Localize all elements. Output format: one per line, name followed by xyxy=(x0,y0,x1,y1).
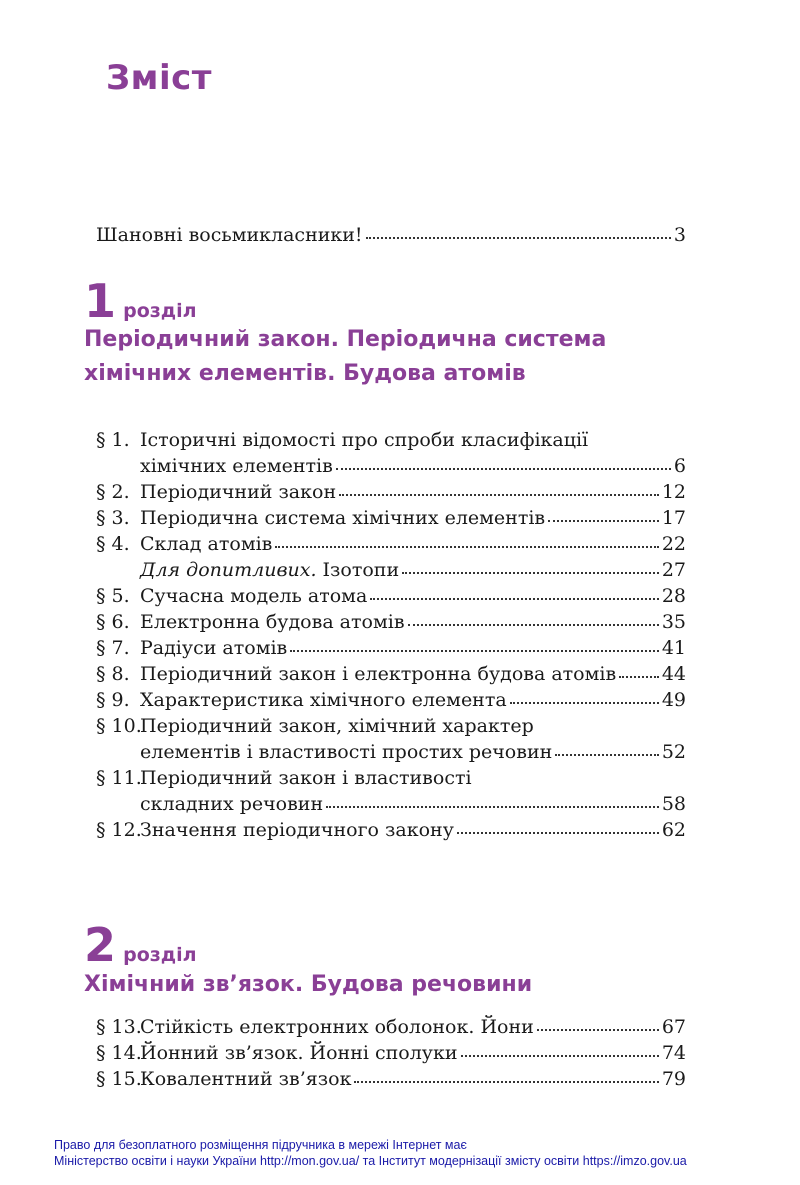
section-heading xyxy=(84,274,197,328)
toc-entry-text: складних речовин xyxy=(140,793,324,815)
toc-entry-number: § 15. xyxy=(96,1068,142,1090)
toc-entry-page: 27 xyxy=(661,559,686,581)
toc-entry-number: § 5. xyxy=(96,585,130,607)
toc-entry-page: 62 xyxy=(661,819,686,841)
toc-entry-text: Ковалентний зв’язок xyxy=(140,1068,352,1090)
toc-entry-text: Стійкість електронних оболонок. Йони xyxy=(140,1016,534,1038)
toc-entry[interactable] xyxy=(96,583,686,609)
toc-entry[interactable] xyxy=(96,1014,686,1040)
dot-leader xyxy=(457,832,659,834)
toc-entry-number: § 14. xyxy=(96,1042,142,1064)
toc-entry-page: 52 xyxy=(661,741,686,763)
dot-leader xyxy=(408,624,659,626)
toc-entry-number: § 11. xyxy=(96,767,142,789)
page-title: Зміст xyxy=(106,58,212,98)
dot-leader xyxy=(354,1081,658,1083)
toc-entry-page: 3 xyxy=(673,224,686,246)
toc-entry-page: 58 xyxy=(661,793,686,815)
dot-leader xyxy=(555,754,659,756)
footer-notice xyxy=(54,1137,687,1169)
toc-entry[interactable] xyxy=(96,531,686,557)
toc-entry-number: § 6. xyxy=(96,611,130,633)
toc-entry[interactable] xyxy=(96,1066,686,1092)
toc-entry-page: 74 xyxy=(661,1042,686,1064)
dot-leader xyxy=(326,806,659,808)
section-title-line: Хімічний зв’язок. Будова речовини xyxy=(84,972,533,997)
toc-entry-text: Склад атомів xyxy=(140,533,273,555)
toc-entry-page: 28 xyxy=(661,585,686,607)
toc-entry-text: хімічних елементів xyxy=(140,455,333,477)
toc-entry-text: Періодичний закон xyxy=(140,481,337,503)
toc-entry[interactable] xyxy=(96,453,686,479)
toc-entry-page: 12 xyxy=(661,481,686,503)
toc-entry-text: Періодичний закон і властивості xyxy=(140,767,472,789)
toc-entry-page: 79 xyxy=(661,1068,686,1090)
toc-entry-intro[interactable] xyxy=(96,222,686,248)
dot-leader xyxy=(290,650,659,652)
toc-entry-number: § 4. xyxy=(96,533,130,555)
toc-entry-number: § 3. xyxy=(96,507,130,529)
section-word: розділ xyxy=(123,944,197,966)
section-title-line: Періодичний закон. Періодична система xyxy=(84,327,607,352)
toc-entry[interactable] xyxy=(96,687,686,713)
toc-entry[interactable] xyxy=(96,791,686,817)
toc-entry-text: Шановні восьмикласники! xyxy=(96,224,363,246)
toc-entry-text: Сучасна модель атома xyxy=(140,585,368,607)
toc-entry-number: § 13. xyxy=(96,1016,142,1038)
dot-leader xyxy=(548,520,659,522)
toc-entry-number: § 8. xyxy=(96,663,130,685)
section-number: 2 xyxy=(84,918,117,972)
dot-leader xyxy=(537,1029,659,1031)
toc-entry[interactable] xyxy=(96,1040,686,1066)
section-heading xyxy=(84,918,197,972)
toc-entry[interactable] xyxy=(96,505,686,531)
toc-entry-text: Періодичний закон і електронна будова атомів xyxy=(140,663,617,685)
dot-leader xyxy=(336,468,671,470)
toc-entry-line1[interactable] xyxy=(96,427,686,453)
footer-line: Міністерство освіти і науки України http://mon.gov.ua/ та Інститут модернізації змісту освіти https://imzo.gov.ua xyxy=(54,1154,687,1168)
toc-entry-text: Радіуси атомів xyxy=(140,637,288,659)
dot-leader xyxy=(619,676,659,678)
toc-entry[interactable] xyxy=(96,479,686,505)
toc-entry-text: Характеристика хімічного елемента xyxy=(140,689,507,711)
toc-entry-text: Значення періодичного закону xyxy=(140,819,454,841)
toc-entry-page: 6 xyxy=(673,455,686,477)
toc-entry[interactable] xyxy=(96,817,686,843)
dot-leader xyxy=(402,572,659,574)
toc-entry-text: Ізотопи xyxy=(322,559,400,581)
toc-entry[interactable] xyxy=(96,557,686,583)
dot-leader xyxy=(275,546,658,548)
toc-entry-line1[interactable] xyxy=(96,713,686,739)
dot-leader xyxy=(510,702,659,704)
dot-leader xyxy=(370,598,659,600)
toc-entry-page: 35 xyxy=(661,611,686,633)
toc-entry-page: 22 xyxy=(661,533,686,555)
toc-entry[interactable] xyxy=(96,609,686,635)
toc-entry-page: 67 xyxy=(661,1016,686,1038)
toc-entry-page: 49 xyxy=(661,689,686,711)
section-number: 1 xyxy=(84,274,117,328)
toc-entry-line1[interactable] xyxy=(96,765,686,791)
toc-entry-number: § 12. xyxy=(96,819,142,841)
toc-entry-number: § 7. xyxy=(96,637,130,659)
toc-entry-page: 41 xyxy=(661,637,686,659)
toc-entry-page: 44 xyxy=(661,663,686,685)
footer-line: Право для безоплатного розміщення підручника в мережі Інтернет має xyxy=(54,1138,467,1152)
toc-entry-number: § 10. xyxy=(96,715,142,737)
dot-leader xyxy=(461,1055,659,1057)
dot-leader xyxy=(366,237,671,239)
dot-leader xyxy=(339,494,659,496)
toc-entry-number: § 2. xyxy=(96,481,130,503)
toc-entry[interactable] xyxy=(96,661,686,687)
toc-entry-text: Періодична система хімічних елементів xyxy=(140,507,546,529)
toc-entry-text: Історичні відомості про спроби класифікації xyxy=(140,429,589,451)
toc-entry-page: 17 xyxy=(661,507,686,529)
section-title-line: хімічних елементів. Будова атомів xyxy=(84,361,526,386)
toc-entry-number: § 1. xyxy=(96,429,130,451)
toc-entry[interactable] xyxy=(96,739,686,765)
section-word: розділ xyxy=(123,300,197,322)
toc-entry-text: елементів і властивості простих речовин xyxy=(140,741,553,763)
toc-entry[interactable] xyxy=(96,635,686,661)
toc-entry-number: § 9. xyxy=(96,689,130,711)
toc-entry-text: Електронна будова атомів xyxy=(140,611,405,633)
toc-entry-italic: Для допитливих. xyxy=(140,559,317,581)
toc-entry-text: Йонний зв’язок. Йонні сполуки xyxy=(140,1042,458,1064)
toc-entry-text: Періодичний закон, хімічний характер xyxy=(140,715,534,737)
